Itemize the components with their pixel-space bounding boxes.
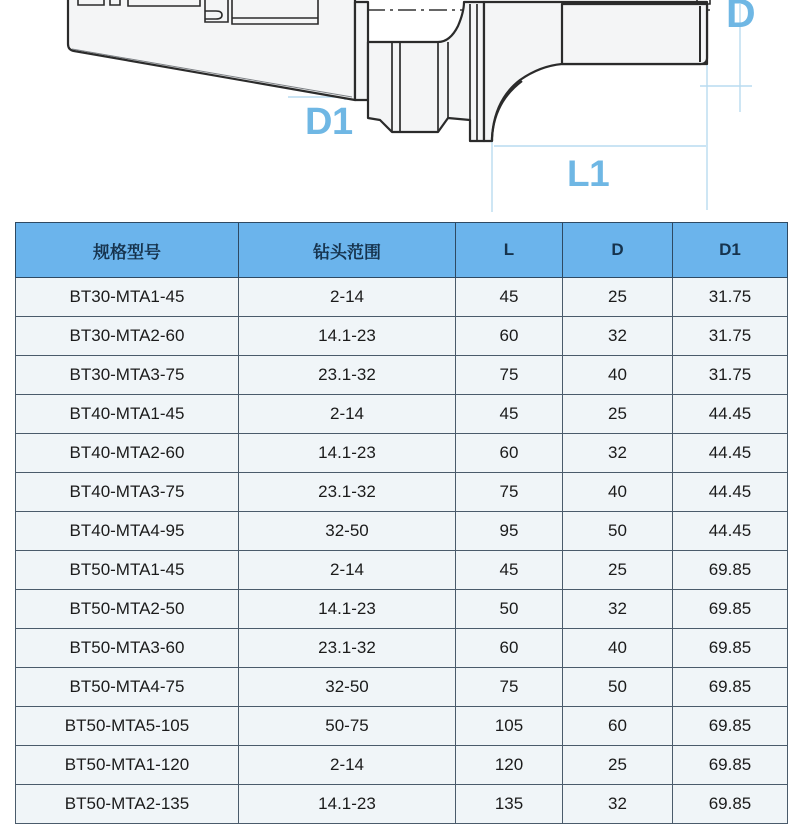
table-row [16, 668, 788, 707]
cell-D1: 69.85 [673, 590, 788, 629]
cell-L: 45 [456, 278, 563, 317]
table-row [16, 278, 788, 317]
cell-D1: 44.45 [673, 395, 788, 434]
cell-range: 2-14 [239, 746, 456, 785]
cell-D1: 31.75 [673, 356, 788, 395]
table-row [16, 473, 788, 512]
dimension-label-D: D [726, 0, 756, 36]
cell-D1: 69.85 [673, 746, 788, 785]
cell-model: BT50-MTA1-45 [16, 551, 239, 590]
cell-D: 25 [563, 551, 673, 590]
cell-range: 32-50 [239, 668, 456, 707]
cell-D: 50 [563, 668, 673, 707]
table-row [16, 707, 788, 746]
cell-L: 50 [456, 590, 563, 629]
cylindrical-nose-body [562, 4, 707, 64]
column-header-model: 规格型号 [16, 223, 239, 278]
cell-D1: 69.85 [673, 668, 788, 707]
cell-D1: 69.85 [673, 551, 788, 590]
table-row [16, 551, 788, 590]
cell-D1: 31.75 [673, 278, 788, 317]
cell-D: 32 [563, 785, 673, 824]
cell-range: 14.1-23 [239, 317, 456, 356]
cell-model: BT50-MTA2-135 [16, 785, 239, 824]
cell-D1: 44.45 [673, 512, 788, 551]
cell-D: 40 [563, 629, 673, 668]
taper-shank-body [68, 0, 355, 100]
cell-model: BT30-MTA2-60 [16, 317, 239, 356]
cell-L: 105 [456, 707, 563, 746]
cell-range: 2-14 [239, 551, 456, 590]
cell-D1: 69.85 [673, 707, 788, 746]
cell-range: 23.1-32 [239, 629, 456, 668]
cell-range: 23.1-32 [239, 473, 456, 512]
cell-model: BT50-MTA1-120 [16, 746, 239, 785]
dimension-label-D1: D1 [305, 101, 353, 143]
cell-L: 45 [456, 395, 563, 434]
cell-L: 120 [456, 746, 563, 785]
table-row [16, 512, 788, 551]
v-flange-gripper-groove [368, 2, 484, 141]
table-header-row [16, 223, 788, 278]
cell-L: 60 [456, 317, 563, 356]
cell-D1: 31.75 [673, 317, 788, 356]
cell-D: 40 [563, 473, 673, 512]
table-header [16, 223, 788, 278]
cell-range: 23.1-32 [239, 356, 456, 395]
cell-L: 75 [456, 473, 563, 512]
cell-model: BT30-MTA1-45 [16, 278, 239, 317]
cell-range: 2-14 [239, 395, 456, 434]
column-header-D1: D1 [673, 223, 788, 278]
cell-L: 75 [456, 356, 563, 395]
table-row [16, 356, 788, 395]
table-row [16, 785, 788, 824]
cell-model: BT40-MTA2-60 [16, 434, 239, 473]
cell-D: 25 [563, 278, 673, 317]
cell-D: 25 [563, 746, 673, 785]
cell-D1: 44.45 [673, 473, 788, 512]
cell-D1: 69.85 [673, 785, 788, 824]
cell-range: 14.1-23 [239, 785, 456, 824]
cell-D: 32 [563, 590, 673, 629]
cell-model: BT50-MTA3-60 [16, 629, 239, 668]
cell-model: BT40-MTA4-95 [16, 512, 239, 551]
cell-range: 32-50 [239, 512, 456, 551]
cell-range: 50-75 [239, 707, 456, 746]
cell-model: BT40-MTA3-75 [16, 473, 239, 512]
specification-table-container [15, 222, 787, 824]
cell-D: 32 [563, 434, 673, 473]
cell-range: 14.1-23 [239, 434, 456, 473]
column-header-drill-range: 钻头范围 [239, 223, 456, 278]
cell-model: BT30-MTA3-75 [16, 356, 239, 395]
tool-holder-drawing-svg [0, 0, 800, 218]
cell-model: BT40-MTA1-45 [16, 395, 239, 434]
column-header-D: D [563, 223, 673, 278]
table-row [16, 395, 788, 434]
table-row [16, 629, 788, 668]
cell-D: 32 [563, 317, 673, 356]
cell-L: 135 [456, 785, 563, 824]
cell-L: 45 [456, 551, 563, 590]
cell-model: BT50-MTA5-105 [16, 707, 239, 746]
cell-L: 60 [456, 434, 563, 473]
dimension-label-L1: L1 [567, 153, 610, 194]
table-body [16, 278, 788, 824]
table-row [16, 590, 788, 629]
cell-D1: 44.45 [673, 434, 788, 473]
flange-left-rim [355, 2, 368, 100]
cell-model: BT50-MTA4-75 [16, 668, 239, 707]
cell-L: 60 [456, 629, 563, 668]
cell-D: 50 [563, 512, 673, 551]
specification-table [15, 222, 788, 824]
cell-range: 14.1-23 [239, 590, 456, 629]
cell-D: 60 [563, 707, 673, 746]
cell-model: BT50-MTA2-50 [16, 590, 239, 629]
cell-L: 95 [456, 512, 563, 551]
table-row [16, 317, 788, 356]
cell-L: 75 [456, 668, 563, 707]
table-row [16, 434, 788, 473]
column-header-L: L [456, 223, 563, 278]
cell-D1: 69.85 [673, 629, 788, 668]
cell-range: 2-14 [239, 278, 456, 317]
table-row [16, 746, 788, 785]
technical-drawing [0, 0, 800, 218]
cell-D: 40 [563, 356, 673, 395]
cell-D: 25 [563, 395, 673, 434]
